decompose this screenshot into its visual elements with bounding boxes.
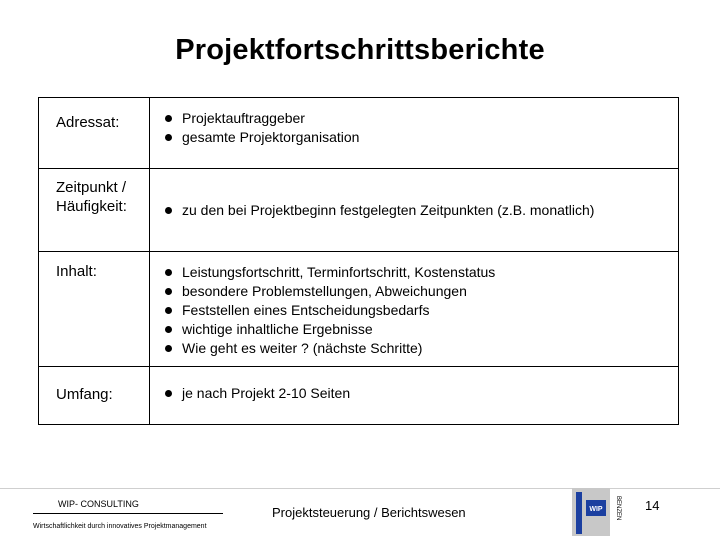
list-item <box>165 384 350 403</box>
list-item <box>165 201 594 220</box>
info-table <box>38 97 679 425</box>
page-number: 14 <box>645 498 660 513</box>
row-divider <box>39 251 678 252</box>
bullet-icon <box>165 115 172 122</box>
list-adressat <box>165 109 359 147</box>
list-item <box>165 263 495 282</box>
company-tagline: Wirtschaftlichkeit durch innovatives Projektmanagement <box>33 523 207 530</box>
label-line: Häufigkeit: <box>56 198 127 215</box>
row-divider <box>39 168 678 169</box>
label-inhalt: Inhalt: <box>56 263 97 280</box>
list-item-text: Feststellen eines Entscheidungsbedarfs <box>182 302 430 318</box>
list-item-text: Leistungsfortschritt, Terminfortschritt, Kostenstatus <box>182 264 496 280</box>
label-line: Zeitpunkt / <box>56 179 127 196</box>
label-adressat: Adressat: <box>56 114 120 131</box>
list-zeitpunkt <box>165 201 594 220</box>
list-item <box>165 128 359 147</box>
list-umfang <box>165 384 350 403</box>
row-divider <box>39 366 678 367</box>
company-name: WIP- CONSULTING <box>58 499 139 509</box>
bullet-icon <box>165 326 172 333</box>
bullet-icon <box>165 207 172 214</box>
list-item-text: gesamte Projektorganisation <box>182 129 360 145</box>
company-underline <box>33 513 223 514</box>
bullet-icon <box>165 134 172 141</box>
list-item-text: zu den bei Projektbeginn festgelegten Zeitpunkten (z.B. monatlich) <box>182 202 595 218</box>
list-item <box>165 282 495 301</box>
list-item-text: wichtige inhaltliche Ergebnisse <box>182 321 373 337</box>
list-item-text: besondere Problemstellungen, Abweichungen <box>182 283 467 299</box>
bullet-icon <box>165 307 172 314</box>
list-item <box>165 320 495 339</box>
list-item <box>165 339 495 358</box>
list-item-text: Wie geht es weiter ? (nächste Schritte) <box>182 340 423 356</box>
wip-logo-icon <box>570 486 630 538</box>
bullet-icon <box>165 390 172 397</box>
list-inhalt <box>165 263 495 358</box>
page-title: Projektfortschrittsberichte <box>175 34 545 66</box>
bullet-icon <box>165 345 172 352</box>
logo-text: WIP <box>589 506 603 513</box>
logo-side-text: BENZEN <box>615 496 621 521</box>
list-item-text: Projektauftraggeber <box>182 110 305 126</box>
footer-topic: Projektsteuerung / Berichtswesen <box>272 505 466 520</box>
bullet-icon <box>165 288 172 295</box>
list-item <box>165 109 359 128</box>
bullet-icon <box>165 269 172 276</box>
label-column <box>39 98 150 424</box>
logo-bar <box>576 492 582 534</box>
list-item <box>165 301 495 320</box>
label-zeitpunkt <box>56 178 127 216</box>
list-item-text: je nach Projekt 2-10 Seiten <box>182 385 351 401</box>
label-umfang: Umfang: <box>56 386 113 403</box>
